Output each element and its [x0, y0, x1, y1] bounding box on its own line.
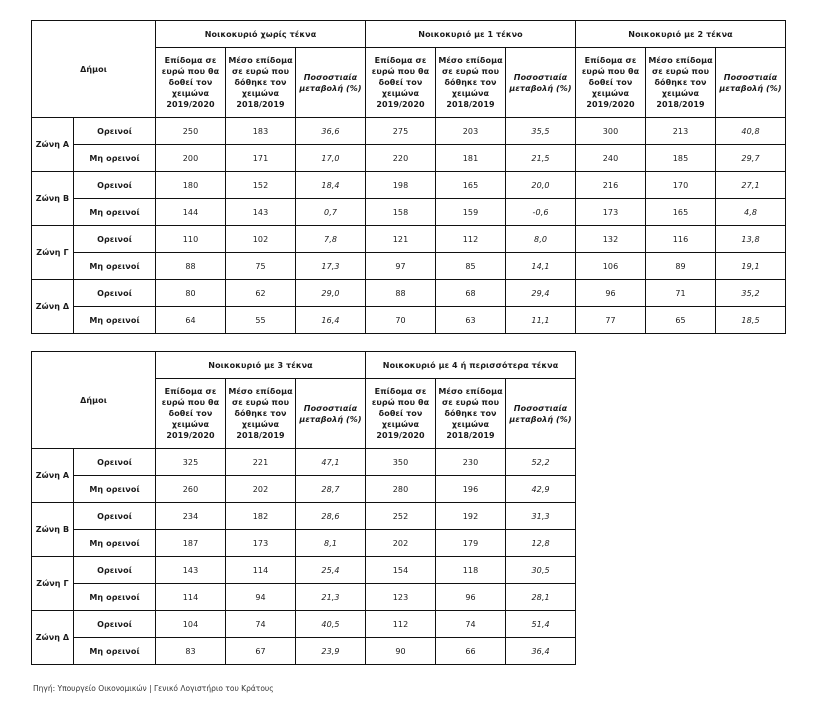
table-row: [32, 280, 786, 307]
amount-cell: 66: [436, 638, 506, 665]
amount-cell: 173: [576, 199, 646, 226]
amount-cell: 221: [226, 449, 296, 476]
zone-label: Ζώνη Α: [32, 449, 74, 503]
percent-change-cell: 18,5: [716, 307, 786, 334]
percent-change-cell: 4,8: [716, 199, 786, 226]
amount-cell: 67: [226, 638, 296, 665]
allowance-2019-2020-header: Επίδομα σε ευρώ που θα δοθεί τον χειμώνα 2019/2020: [576, 48, 646, 118]
table-row: [32, 172, 786, 199]
percent-change-cell: 25,4: [296, 557, 366, 584]
amount-cell: 213: [646, 118, 716, 145]
amount-cell: 179: [436, 530, 506, 557]
percent-change-cell: 8,1: [296, 530, 366, 557]
amount-cell: 152: [226, 172, 296, 199]
source-note: Πηγή: Υπουργείο Οικονομικών | Γενικό Λογιστήριο του Κράτους: [33, 684, 274, 693]
avg-allowance-2018-2019-header: Μέσο επίδομα σε ευρώ που δόθηκε τον χειμώνα 2018/2019: [226, 48, 296, 118]
area-type-label: Μη ορεινοί: [74, 584, 156, 611]
percent-change-header: Ποσοστιαία μεταβολή (%): [716, 48, 786, 118]
amount-cell: 196: [436, 476, 506, 503]
amount-cell: 104: [156, 611, 226, 638]
percent-change-cell: 17,0: [296, 145, 366, 172]
amount-cell: 182: [226, 503, 296, 530]
zone-label: Ζώνη Α: [32, 118, 74, 172]
amount-cell: 83: [156, 638, 226, 665]
percent-change-cell: 52,2: [506, 449, 576, 476]
percent-change-cell: 35,5: [506, 118, 576, 145]
allowance-2019-2020-header: Επίδομα σε ευρώ που θα δοθεί τον χειμώνα 2019/2020: [156, 48, 226, 118]
amount-cell: 74: [436, 611, 506, 638]
amount-cell: 88: [156, 253, 226, 280]
percent-change-cell: 36,4: [506, 638, 576, 665]
percent-change-header: Ποσοστιαία μεταβολή (%): [506, 379, 576, 449]
percent-change-cell: 16,4: [296, 307, 366, 334]
amount-cell: 192: [436, 503, 506, 530]
percent-change-cell: 0,7: [296, 199, 366, 226]
amount-cell: 110: [156, 226, 226, 253]
table-row: [32, 638, 576, 665]
percent-change-cell: 19,1: [716, 253, 786, 280]
amount-cell: 74: [226, 611, 296, 638]
percent-change-header: Ποσοστιαία μεταβολή (%): [506, 48, 576, 118]
area-type-label: Μη ορεινοί: [74, 638, 156, 665]
group-header-row: [32, 352, 576, 379]
table-row: [32, 226, 786, 253]
table-row: [32, 253, 786, 280]
area-type-label: Μη ορεινοί: [74, 530, 156, 557]
household-group-header: Νοικοκυριό με 3 τέκνα: [156, 352, 366, 379]
percent-change-cell: -0,6: [506, 199, 576, 226]
area-type-label: Ορεινοί: [74, 226, 156, 253]
amount-cell: 116: [646, 226, 716, 253]
percent-change-cell: 27,1: [716, 172, 786, 199]
household-group-header: Νοικοκυριό με 2 τέκνα: [576, 21, 786, 48]
amount-cell: 85: [436, 253, 506, 280]
percent-change-cell: 31,3: [506, 503, 576, 530]
area-type-label: Ορεινοί: [74, 449, 156, 476]
zone-label: Ζώνη Β: [32, 172, 74, 226]
amount-cell: 280: [366, 476, 436, 503]
percent-change-cell: 47,1: [296, 449, 366, 476]
percent-change-cell: 17,3: [296, 253, 366, 280]
area-type-label: Ορεινοί: [74, 280, 156, 307]
table-row: [32, 530, 576, 557]
amount-cell: 165: [646, 199, 716, 226]
percent-change-cell: 40,8: [716, 118, 786, 145]
percent-change-cell: 28,6: [296, 503, 366, 530]
amount-cell: 118: [436, 557, 506, 584]
percent-change-header: Ποσοστιαία μεταβολή (%): [296, 48, 366, 118]
percent-change-cell: 35,2: [716, 280, 786, 307]
percent-change-cell: 42,9: [506, 476, 576, 503]
amount-cell: 65: [646, 307, 716, 334]
amount-cell: 70: [366, 307, 436, 334]
amount-cell: 154: [366, 557, 436, 584]
amount-cell: 143: [226, 199, 296, 226]
avg-allowance-2018-2019-header: Μέσο επίδομα σε ευρώ που δόθηκε τον χειμώνα 2018/2019: [436, 48, 506, 118]
amount-cell: 123: [366, 584, 436, 611]
allowance-2019-2020-header: Επίδομα σε ευρώ που θα δοθεί τον χειμώνα 2019/2020: [366, 379, 436, 449]
amount-cell: 77: [576, 307, 646, 334]
amount-cell: 88: [366, 280, 436, 307]
percent-change-cell: 18,4: [296, 172, 366, 199]
percent-change-cell: 12,8: [506, 530, 576, 557]
amount-cell: 230: [436, 449, 506, 476]
amount-cell: 97: [366, 253, 436, 280]
amount-cell: 187: [156, 530, 226, 557]
percent-change-cell: 7,8: [296, 226, 366, 253]
amount-cell: 165: [436, 172, 506, 199]
area-type-label: Μη ορεινοί: [74, 476, 156, 503]
amount-cell: 144: [156, 199, 226, 226]
table-row: [32, 503, 576, 530]
area-type-label: Μη ορεινοί: [74, 253, 156, 280]
amount-cell: 114: [156, 584, 226, 611]
amount-cell: 252: [366, 503, 436, 530]
percent-change-cell: 13,8: [716, 226, 786, 253]
percent-change-cell: 21,3: [296, 584, 366, 611]
percent-change-cell: 28,1: [506, 584, 576, 611]
amount-cell: 198: [366, 172, 436, 199]
avg-allowance-2018-2019-header: Μέσο επίδομα σε ευρώ που δόθηκε τον χειμώνα 2018/2019: [436, 379, 506, 449]
percent-change-cell: 28,7: [296, 476, 366, 503]
table-row: [32, 145, 786, 172]
amount-cell: 62: [226, 280, 296, 307]
household-group-header: Νοικοκυριό με 4 ή περισσότερα τέκνα: [366, 352, 576, 379]
amount-cell: 102: [226, 226, 296, 253]
area-type-label: Ορεινοί: [74, 557, 156, 584]
amount-cell: 200: [156, 145, 226, 172]
amount-cell: 75: [226, 253, 296, 280]
table-row: [32, 584, 576, 611]
table-row: [32, 557, 576, 584]
amount-cell: 96: [436, 584, 506, 611]
amount-cell: 55: [226, 307, 296, 334]
area-type-label: Ορεινοί: [74, 172, 156, 199]
amount-cell: 181: [436, 145, 506, 172]
amount-cell: 240: [576, 145, 646, 172]
amount-cell: 106: [576, 253, 646, 280]
group-header-row: [32, 21, 786, 48]
area-type-label: Ορεινοί: [74, 118, 156, 145]
amount-cell: 170: [646, 172, 716, 199]
amount-cell: 250: [156, 118, 226, 145]
allowance-2019-2020-header: Επίδομα σε ευρώ που θα δοθεί τον χειμώνα 2019/2020: [156, 379, 226, 449]
zone-label: Ζώνη Γ: [32, 226, 74, 280]
amount-cell: 89: [646, 253, 716, 280]
amount-cell: 171: [226, 145, 296, 172]
amount-cell: 325: [156, 449, 226, 476]
table-row: [32, 307, 786, 334]
zone-label: Ζώνη Δ: [32, 280, 74, 334]
amount-cell: 185: [646, 145, 716, 172]
area-type-label: Μη ορεινοί: [74, 199, 156, 226]
table-row: [32, 449, 576, 476]
amount-cell: 112: [366, 611, 436, 638]
area-type-label: Ορεινοί: [74, 611, 156, 638]
amount-cell: 159: [436, 199, 506, 226]
amount-cell: 180: [156, 172, 226, 199]
amount-cell: 114: [226, 557, 296, 584]
percent-change-cell: 40,5: [296, 611, 366, 638]
amount-cell: 90: [366, 638, 436, 665]
amount-cell: 202: [366, 530, 436, 557]
percent-change-cell: 29,0: [296, 280, 366, 307]
heating-allowance-table-1: [31, 20, 786, 334]
amount-cell: 158: [366, 199, 436, 226]
amount-cell: 94: [226, 584, 296, 611]
percent-change-cell: 29,4: [506, 280, 576, 307]
amount-cell: 202: [226, 476, 296, 503]
percent-change-cell: 36,6: [296, 118, 366, 145]
amount-cell: 203: [436, 118, 506, 145]
amount-cell: 216: [576, 172, 646, 199]
amount-cell: 63: [436, 307, 506, 334]
amount-cell: 68: [436, 280, 506, 307]
municipalities-header: Δήμοι: [32, 352, 156, 449]
avg-allowance-2018-2019-header: Μέσο επίδομα σε ευρώ που δόθηκε τον χειμώνα 2018/2019: [646, 48, 716, 118]
percent-change-cell: 30,5: [506, 557, 576, 584]
allowance-2019-2020-header: Επίδομα σε ευρώ που θα δοθεί τον χειμώνα 2019/2020: [366, 48, 436, 118]
area-type-label: Μη ορεινοί: [74, 145, 156, 172]
area-type-label: Μη ορεινοί: [74, 307, 156, 334]
amount-cell: 80: [156, 280, 226, 307]
amount-cell: 121: [366, 226, 436, 253]
percent-change-cell: 20,0: [506, 172, 576, 199]
household-group-header: Νοικοκυριό χωρίς τέκνα: [156, 21, 366, 48]
municipalities-header: Δήμοι: [32, 21, 156, 118]
amount-cell: 64: [156, 307, 226, 334]
zone-label: Ζώνη Β: [32, 503, 74, 557]
percent-change-cell: 11,1: [506, 307, 576, 334]
amount-cell: 71: [646, 280, 716, 307]
amount-cell: 173: [226, 530, 296, 557]
percent-change-header: Ποσοστιαία μεταβολή (%): [296, 379, 366, 449]
percent-change-cell: 23,9: [296, 638, 366, 665]
household-group-header: Νοικοκυριό με 1 τέκνο: [366, 21, 576, 48]
amount-cell: 132: [576, 226, 646, 253]
amount-cell: 300: [576, 118, 646, 145]
table-row: [32, 611, 576, 638]
table-row: [32, 199, 786, 226]
amount-cell: 260: [156, 476, 226, 503]
percent-change-cell: 14,1: [506, 253, 576, 280]
amount-cell: 234: [156, 503, 226, 530]
amount-cell: 112: [436, 226, 506, 253]
amount-cell: 350: [366, 449, 436, 476]
table-row: [32, 476, 576, 503]
percent-change-cell: 21,5: [506, 145, 576, 172]
zone-label: Ζώνη Δ: [32, 611, 74, 665]
avg-allowance-2018-2019-header: Μέσο επίδομα σε ευρώ που δόθηκε τον χειμώνα 2018/2019: [226, 379, 296, 449]
percent-change-cell: 51,4: [506, 611, 576, 638]
table-row: [32, 118, 786, 145]
amount-cell: 275: [366, 118, 436, 145]
heating-allowance-table-2: [31, 351, 576, 665]
amount-cell: 183: [226, 118, 296, 145]
percent-change-cell: 8,0: [506, 226, 576, 253]
area-type-label: Ορεινοί: [74, 503, 156, 530]
zone-label: Ζώνη Γ: [32, 557, 74, 611]
amount-cell: 220: [366, 145, 436, 172]
amount-cell: 96: [576, 280, 646, 307]
amount-cell: 143: [156, 557, 226, 584]
percent-change-cell: 29,7: [716, 145, 786, 172]
